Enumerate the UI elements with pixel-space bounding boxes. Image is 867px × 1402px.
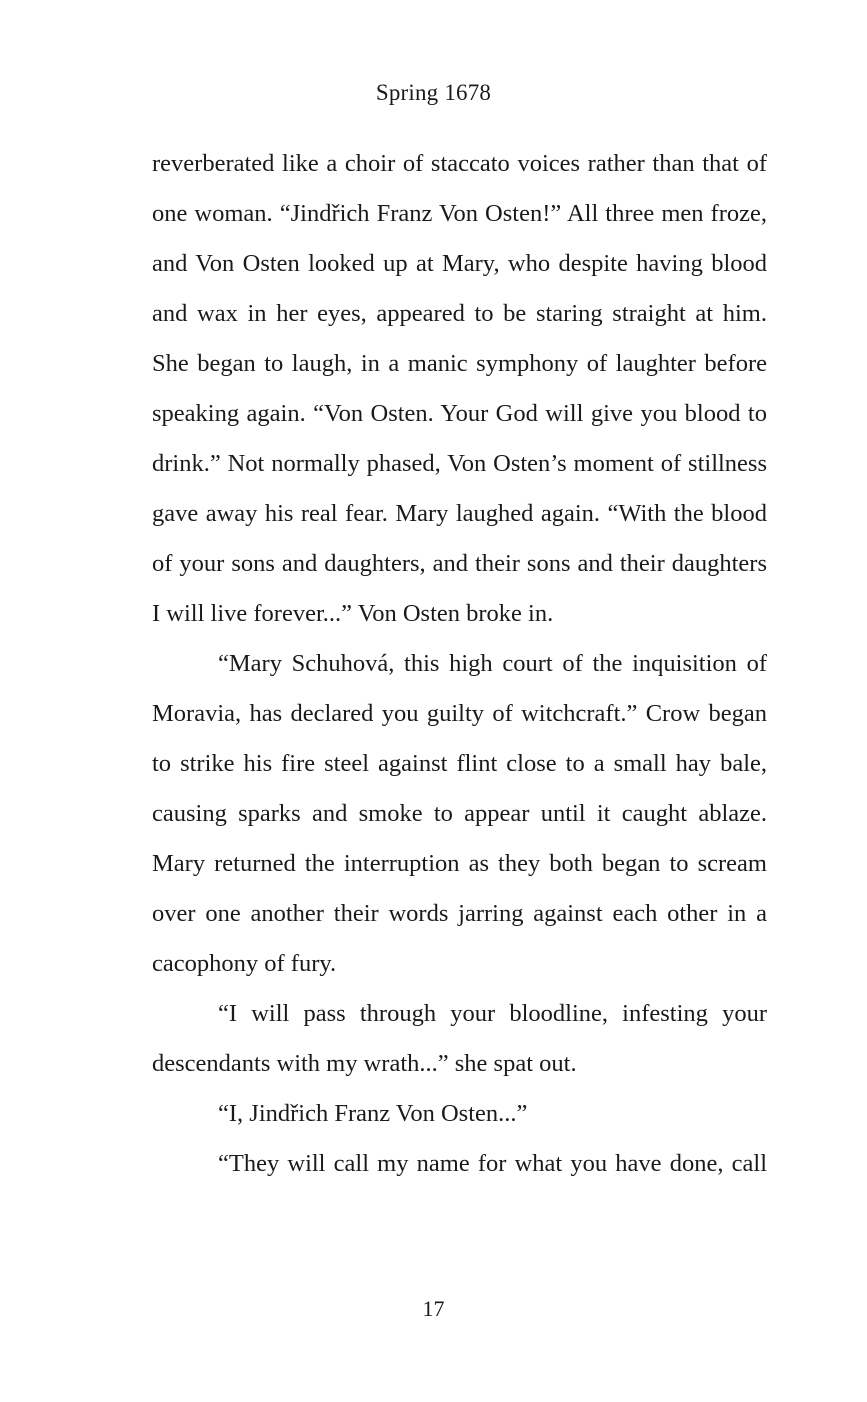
- page-number: 17: [422, 1296, 445, 1321]
- body-text: [152, 139, 767, 1189]
- paragraph-5: “They will call my name for what you have done, call: [218, 1150, 767, 1177]
- running-header: Spring 1678: [375, 80, 492, 105]
- paragraph-4: “I, Jindřich Franz Von Osten...”: [218, 1100, 528, 1127]
- paragraph-2: “Mary Schuhová, this high court of the inquisition of Moravia, has declared you guilty of witchcraft.” Crow began to strike his fire steel against flint close to a small hay bale, causing sparks and smoke to appear until it caught ablaze. Mary returned the interruption as they both began to scream over one another their words jarring against each other in a cacophony of fury.: [152, 650, 767, 977]
- paragraph-3: “I will pass through your bloodline, infesting your descendants with my wrath...” she spat out.: [152, 1000, 767, 1077]
- paragraph-1: reverberated like a choir of staccato voices rather than that of one woman. “Jindřich Franz Von Osten!” All three men froze, and Von Osten looked up at Mary, who despite having blood and wax in her eyes, appeared to be staring straight at him. She began to laugh, in a manic symphony of laughter before speaking again. “Von Osten. Your God will give you blood to drink.” Not normally phased, Von Osten’s moment of stillness gave away his real fear. Mary laughed again. “With the blood of your sons and daughters, and their sons and their daughters I will live forever...” Von Osten broke in.: [152, 150, 767, 627]
